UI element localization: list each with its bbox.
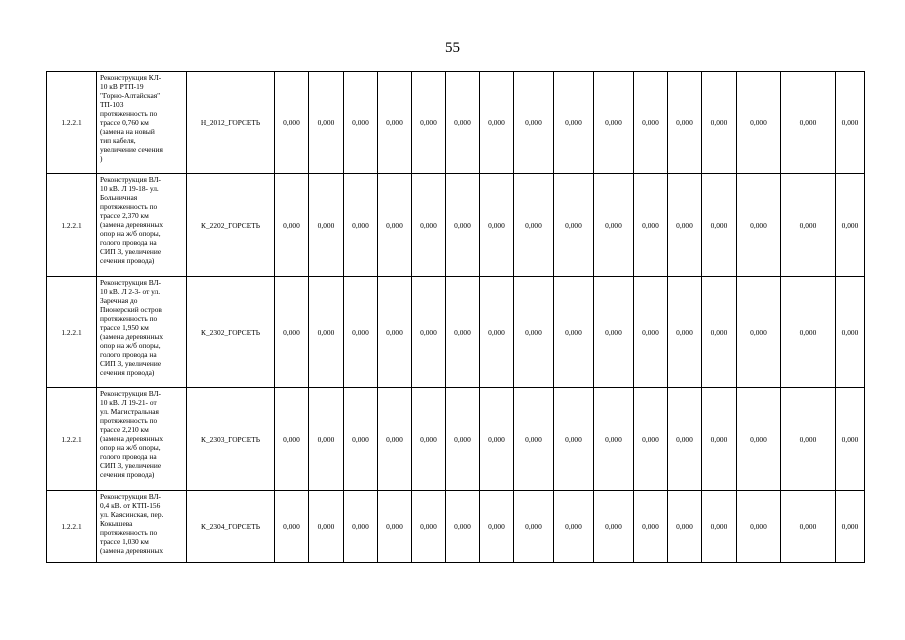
description-line: сечения провода) [100, 470, 155, 479]
value-cell: 0,000 [275, 388, 309, 491]
table-row [47, 491, 865, 563]
table-row [47, 174, 865, 277]
value-cell: 0,000 [412, 72, 446, 174]
value-cell: 0,000 [344, 388, 378, 491]
description-line: опор на ж/б опоры, [100, 341, 161, 350]
description-line: 10 кВ. Л 19-18- ул. [100, 184, 159, 193]
value-cell: 0,000 [412, 388, 446, 491]
value-cell: 0,000 [514, 277, 554, 388]
value-cell: 0,000 [702, 491, 737, 563]
description-cell [97, 72, 187, 174]
description-cell [97, 174, 187, 277]
description-line: протяженность по [100, 528, 158, 537]
value-cell: 0,000 [594, 277, 634, 388]
value-cell: 0,000 [594, 388, 634, 491]
value-cell: 0,000 [668, 72, 702, 174]
value-cell: 0,000 [781, 174, 836, 277]
table-row [47, 388, 865, 491]
value-cell: 0,000 [480, 491, 514, 563]
value-cell: 0,000 [554, 174, 594, 277]
description-line: СИП 3, увеличение [100, 247, 162, 256]
value-cell: 0,000 [554, 72, 594, 174]
page-number: 55 [445, 40, 460, 56]
description-line: Больничная [100, 193, 138, 202]
description-line: Реконструкция КЛ- [100, 73, 162, 82]
value-cell: 0,000 [594, 174, 634, 277]
description-line: (замена деревянных [100, 434, 164, 443]
description-line: Кокышева [100, 519, 133, 528]
value-cell: 0,000 [275, 72, 309, 174]
value-cell: 0,000 [668, 491, 702, 563]
description-line: опор на ж/б опоры, [100, 443, 161, 452]
value-cell: 0,000 [514, 491, 554, 563]
value-cell: 0,000 [668, 174, 702, 277]
value-cell: 0,000 [309, 388, 344, 491]
row-index-cell: 1.2.2.1 [47, 277, 97, 388]
description-line: трассе 1,950 км [100, 323, 149, 332]
value-cell: 0,000 [634, 388, 668, 491]
value-cell: 0,000 [446, 277, 480, 388]
description-line: трассе 1,030 км [100, 537, 149, 546]
description-line: трассе 2,370 км [100, 211, 149, 220]
description-line: Реконструкция ВЛ- [100, 278, 161, 287]
description-line: "Горно-Алтайская" [100, 91, 161, 100]
description-line: протяженность по [100, 202, 158, 211]
description-line: (замена деревянных [100, 546, 164, 555]
row-index-cell: 1.2.2.1 [47, 72, 97, 174]
table-row [47, 72, 865, 174]
value-cell: 0,000 [634, 277, 668, 388]
value-cell: 0,000 [275, 174, 309, 277]
description-line: ул. Магистральная [100, 407, 159, 416]
value-cell: 0,000 [836, 72, 865, 174]
value-cell: 0,000 [737, 491, 781, 563]
value-cell: 0,000 [309, 72, 344, 174]
description-line: тип кабеля, [100, 136, 136, 145]
data-table [46, 71, 865, 563]
description-line: опор на ж/б опоры, [100, 229, 161, 238]
project-code-cell: К_2202_ГОРСЕТЬ [187, 174, 275, 277]
description-line: протяженность по [100, 314, 158, 323]
description-line: ул. Каясинская, пер. [100, 510, 164, 519]
description-line: сечения провода) [100, 368, 155, 377]
value-cell: 0,000 [309, 491, 344, 563]
description-line: увеличение сечения [100, 145, 163, 154]
value-cell: 0,000 [480, 72, 514, 174]
value-cell: 0,000 [446, 491, 480, 563]
description-line: 10 кВ РТП-19 [100, 82, 144, 91]
value-cell: 0,000 [554, 388, 594, 491]
value-cell: 0,000 [412, 277, 446, 388]
project-code-cell: К_2302_ГОРСЕТЬ [187, 277, 275, 388]
value-cell: 0,000 [668, 388, 702, 491]
value-cell: 0,000 [446, 174, 480, 277]
value-cell: 0,000 [514, 72, 554, 174]
description-line: ) [100, 154, 103, 163]
value-cell: 0,000 [514, 174, 554, 277]
value-cell: 0,000 [634, 72, 668, 174]
value-cell: 0,000 [344, 72, 378, 174]
value-cell: 0,000 [702, 174, 737, 277]
description-line: Реконструкция ВЛ- [100, 492, 161, 501]
description-line: 10 кВ. Л 19-21- от [100, 398, 157, 407]
description-cell [97, 388, 187, 491]
value-cell: 0,000 [344, 491, 378, 563]
value-cell: 0,000 [446, 72, 480, 174]
value-cell: 0,000 [781, 491, 836, 563]
value-cell: 0,000 [378, 174, 412, 277]
value-cell: 0,000 [480, 277, 514, 388]
description-line: Заречная до [100, 296, 138, 305]
description-line: сечения провода) [100, 256, 155, 265]
value-cell: 0,000 [554, 491, 594, 563]
value-cell: 0,000 [594, 491, 634, 563]
value-cell: 0,000 [737, 174, 781, 277]
value-cell: 0,000 [836, 174, 865, 277]
value-cell: 0,000 [836, 388, 865, 491]
value-cell: 0,000 [554, 277, 594, 388]
value-cell: 0,000 [634, 491, 668, 563]
description-line: протяженность по [100, 416, 158, 425]
project-code-cell: К_2304_ГОРСЕТЬ [187, 491, 275, 563]
value-cell: 0,000 [275, 491, 309, 563]
value-cell: 0,000 [737, 388, 781, 491]
value-cell: 0,000 [737, 277, 781, 388]
description-line: (замена деревянных [100, 220, 164, 229]
value-cell: 0,000 [737, 72, 781, 174]
description-line: трассе 0,760 км [100, 118, 149, 127]
value-cell: 0,000 [836, 491, 865, 563]
value-cell: 0,000 [514, 388, 554, 491]
description-line: Реконструкция ВЛ- [100, 175, 161, 184]
value-cell: 0,000 [309, 277, 344, 388]
value-cell: 0,000 [412, 174, 446, 277]
table-body [47, 72, 865, 563]
value-cell: 0,000 [702, 72, 737, 174]
value-cell: 0,000 [275, 277, 309, 388]
value-cell: 0,000 [668, 277, 702, 388]
row-index-cell: 1.2.2.1 [47, 174, 97, 277]
description-line: (замена деревянных [100, 332, 164, 341]
value-cell: 0,000 [702, 277, 737, 388]
table-row [47, 277, 865, 388]
value-cell: 0,000 [344, 174, 378, 277]
description-cell [97, 491, 187, 563]
description-line: (замена на новый [100, 127, 155, 136]
description-line: голого провода на [100, 238, 157, 247]
value-cell: 0,000 [702, 388, 737, 491]
value-cell: 0,000 [634, 174, 668, 277]
description-line: СИП 3, увеличение [100, 461, 162, 470]
value-cell: 0,000 [344, 277, 378, 388]
description-line: 10 кВ. Л 2-3- от ул. [100, 287, 161, 296]
description-line: протяженность по [100, 109, 158, 118]
description-line: голого провода на [100, 350, 157, 359]
description-line: Пионерский остров [100, 305, 162, 314]
value-cell: 0,000 [412, 491, 446, 563]
value-cell: 0,000 [378, 388, 412, 491]
value-cell: 0,000 [378, 491, 412, 563]
value-cell: 0,000 [378, 72, 412, 174]
description-line: СИП 3, увеличение [100, 359, 162, 368]
description-line: Реконструкция ВЛ- [100, 389, 161, 398]
description-line: трассе 2,210 км [100, 425, 149, 434]
value-cell: 0,000 [378, 277, 412, 388]
row-index-cell: 1.2.2.1 [47, 491, 97, 563]
value-cell: 0,000 [480, 388, 514, 491]
value-cell: 0,000 [836, 277, 865, 388]
value-cell: 0,000 [594, 72, 634, 174]
description-line: голого провода на [100, 452, 157, 461]
description-line: 0,4 кВ. от КТП-156 [100, 501, 161, 510]
value-cell: 0,000 [781, 388, 836, 491]
description-line: ТП-103 [100, 100, 124, 109]
project-code-cell: К_2303_ГОРСЕТЬ [187, 388, 275, 491]
value-cell: 0,000 [309, 174, 344, 277]
value-cell: 0,000 [781, 72, 836, 174]
value-cell: 0,000 [781, 277, 836, 388]
value-cell: 0,000 [446, 388, 480, 491]
description-cell [97, 277, 187, 388]
row-index-cell: 1.2.2.1 [47, 388, 97, 491]
value-cell: 0,000 [480, 174, 514, 277]
project-code-cell: Н_2012_ГОРСЕТЬ [187, 72, 275, 174]
